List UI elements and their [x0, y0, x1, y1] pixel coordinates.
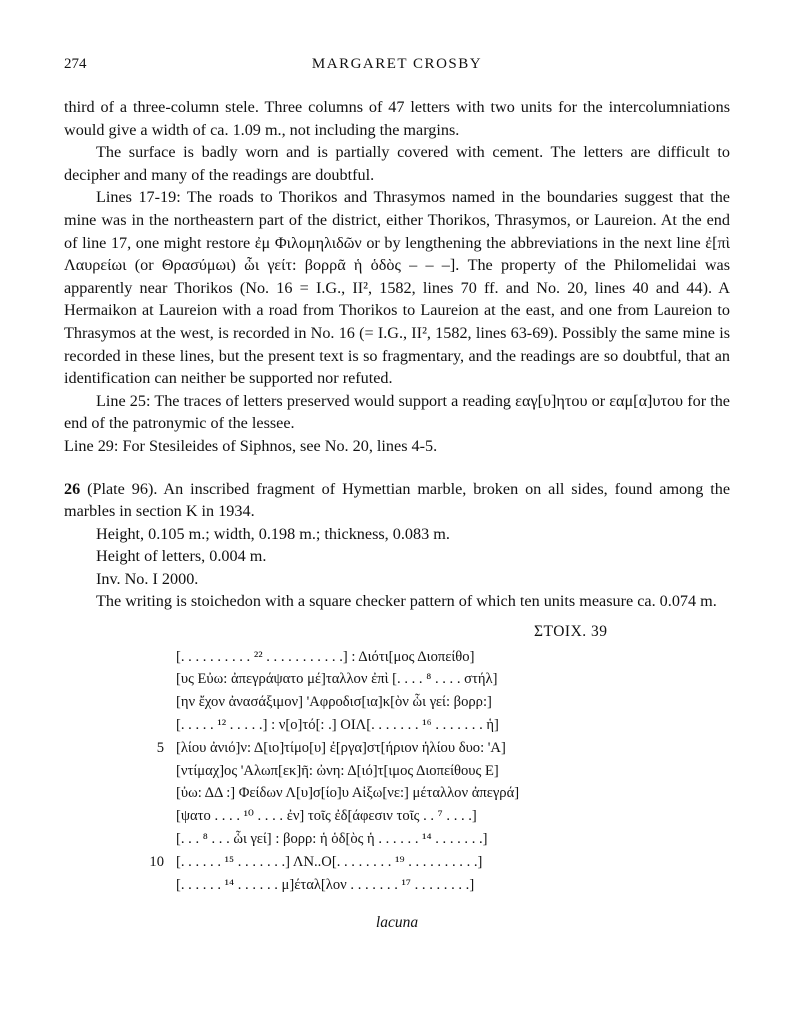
- paragraph: The surface is badly worn and is partially covered with cement. The letters are difficult to decipher and many of the readings are doubtful.: [64, 143, 730, 184]
- running-title: MARGARET CROSBY: [311, 56, 483, 72]
- inscription-line: [64, 782, 730, 805]
- inscription-line: [64, 691, 730, 714]
- body-text: [64, 96, 730, 935]
- page-number: 274: [64, 56, 87, 72]
- inscription-line: [64, 714, 730, 737]
- inscription-line: [64, 737, 730, 760]
- entry-number: 26: [64, 479, 81, 498]
- inscription-line: [64, 805, 730, 828]
- inscription-line: [64, 851, 730, 874]
- paragraph: Line 25: The traces of letters preserved would support a reading εαγ[υ]ητου or εαμ[α]υτου for the end of the patronymic of the lessee.: [64, 391, 730, 433]
- stoichedon-label: ΣΤΟΙΧ. 39: [534, 623, 608, 641]
- line-text: [ὐω: ΔΔ :] Φείδων Λ[υ]σ[ίο]υ Αἰξω[νε:] μέταλλον ἀπεγρά]: [176, 785, 520, 802]
- line-number: 10: [149, 853, 164, 870]
- line-text: [. . . ⁸ . . . ὧι γεί] : βορρ: ἡ ὁδ[ὸς ἡ . . . . . . ¹⁴ . . . . . . .]: [176, 831, 488, 848]
- paragraph: Lines 17-19: The roads to Thorikos and Thrasymos named in the boundaries suggest that the mine was in the northeastern part of the district, either Thorikos, Thrasymos, or Laureion. At the end of line 17, one might restore ἐμ Φιλομηλιδῶν or by lengthening the abbreviations in the next line ἐ[πὶ Λαυρείωι (or Θρασύμωι) ὧι γείτ: βορρᾶ ἡ ὁδὸς – – –]. The property of the Philomelidai was apparently near Thorikos (No. 16 = I.G., II², 1582, lines 70 ff. and No. 20, lines 40 and 44). A Hermaikon at Laureion with a road from Thorikos to Laureion at the east, and one from Laureion to Thrasymos at the west, is recorded in No. 16 (= I.G., II², 1582, lines 63-69). Possibly the same mine is recorded in these lines, but the present text is so fragmentary, and the readings are so doubtful, that an identification can neither be supported nor refuted.: [64, 188, 730, 388]
- entry-letter-height: Height of letters, 0.004 m.: [96, 547, 267, 566]
- line-text: [. . . . . . ¹⁴ . . . . . . μ]έταλ[λον . . . . . . . ¹⁷ . . . . . . . .]: [176, 876, 475, 893]
- line-text: [. . . . . ¹² . . . . .] : ν[ο]τό[: .] ΟΙΛ[. . . . . . . ¹⁶ . . . . . . . ἡ]: [176, 717, 499, 734]
- inscription-line: [64, 760, 730, 783]
- line-text: [ντίμαχ]ος 'Αλωπ[εκ]ῆ: ὠνη: Δ[ιό]τ[ιμος Διοπείθους Ε]: [176, 762, 499, 779]
- paragraph: Line 29: For Stesileides of Siphnos, see No. 20, lines 4-5.: [64, 436, 438, 455]
- inscription-line: [64, 874, 730, 897]
- inscription-text: [64, 646, 730, 897]
- entry-dimensions: Height, 0.105 m.; width, 0.198 m.; thickness, 0.083 m.: [96, 524, 450, 543]
- line-text: [. . . . . . . . . . ²² . . . . . . . . . . .] : Διότι[μος Διοπείθο]: [176, 648, 475, 665]
- line-text: [ην ἔχον ἀνασάξιμον] 'Αφροδισ[ια]κ[ὸν ὧι γεί: βορρ:]: [176, 694, 492, 711]
- page: [64, 56, 730, 935]
- entry-note: The writing is stoichedon with a square checker pattern of which ten units measure ca. 0.074 m.: [96, 592, 717, 611]
- entry-description: (Plate 96). An inscribed fragment of Hymettian marble, broken on all sides, found among the marbles in section K in 1934.: [64, 479, 731, 521]
- line-number: 5: [156, 739, 164, 756]
- inscription-line: [64, 828, 730, 851]
- line-text: [ψατο . . . . ¹⁰ . . . . ἐν] τοῖς ἐδ[άφεσιν τοῖς . . ⁷ . . . .]: [176, 808, 477, 825]
- inscription-line: [64, 668, 730, 691]
- line-text: [υς Εὐω: ἀπεγράψατο μέ]ταλλον ἐπὶ [. . . . ⁸ . . . . στήλ]: [176, 671, 498, 688]
- running-head: [64, 56, 730, 80]
- paragraph: third of a three-column stele. Three columns of 47 letters with two units for the intercolumniations would give a width of ca. 1.09 m., not including the margins.: [64, 98, 730, 139]
- entry-heading: [64, 478, 730, 523]
- lacuna-label: lacuna: [375, 914, 419, 932]
- entry-inventory: Inv. No. I 2000.: [96, 569, 199, 588]
- inscription-line: [64, 646, 730, 669]
- line-text: [λίου ἀνιό]ν: Δ[ιο]τίμο[υ] ἐ[ργα]στ[ήριον ἡλίου δυο: 'Α]: [176, 739, 506, 756]
- line-text: [. . . . . . ¹⁵ . . . . . . .] ΛΝ..Ο[. . . . . . . . ¹⁹ . . . . . . . . . .]: [176, 853, 483, 870]
